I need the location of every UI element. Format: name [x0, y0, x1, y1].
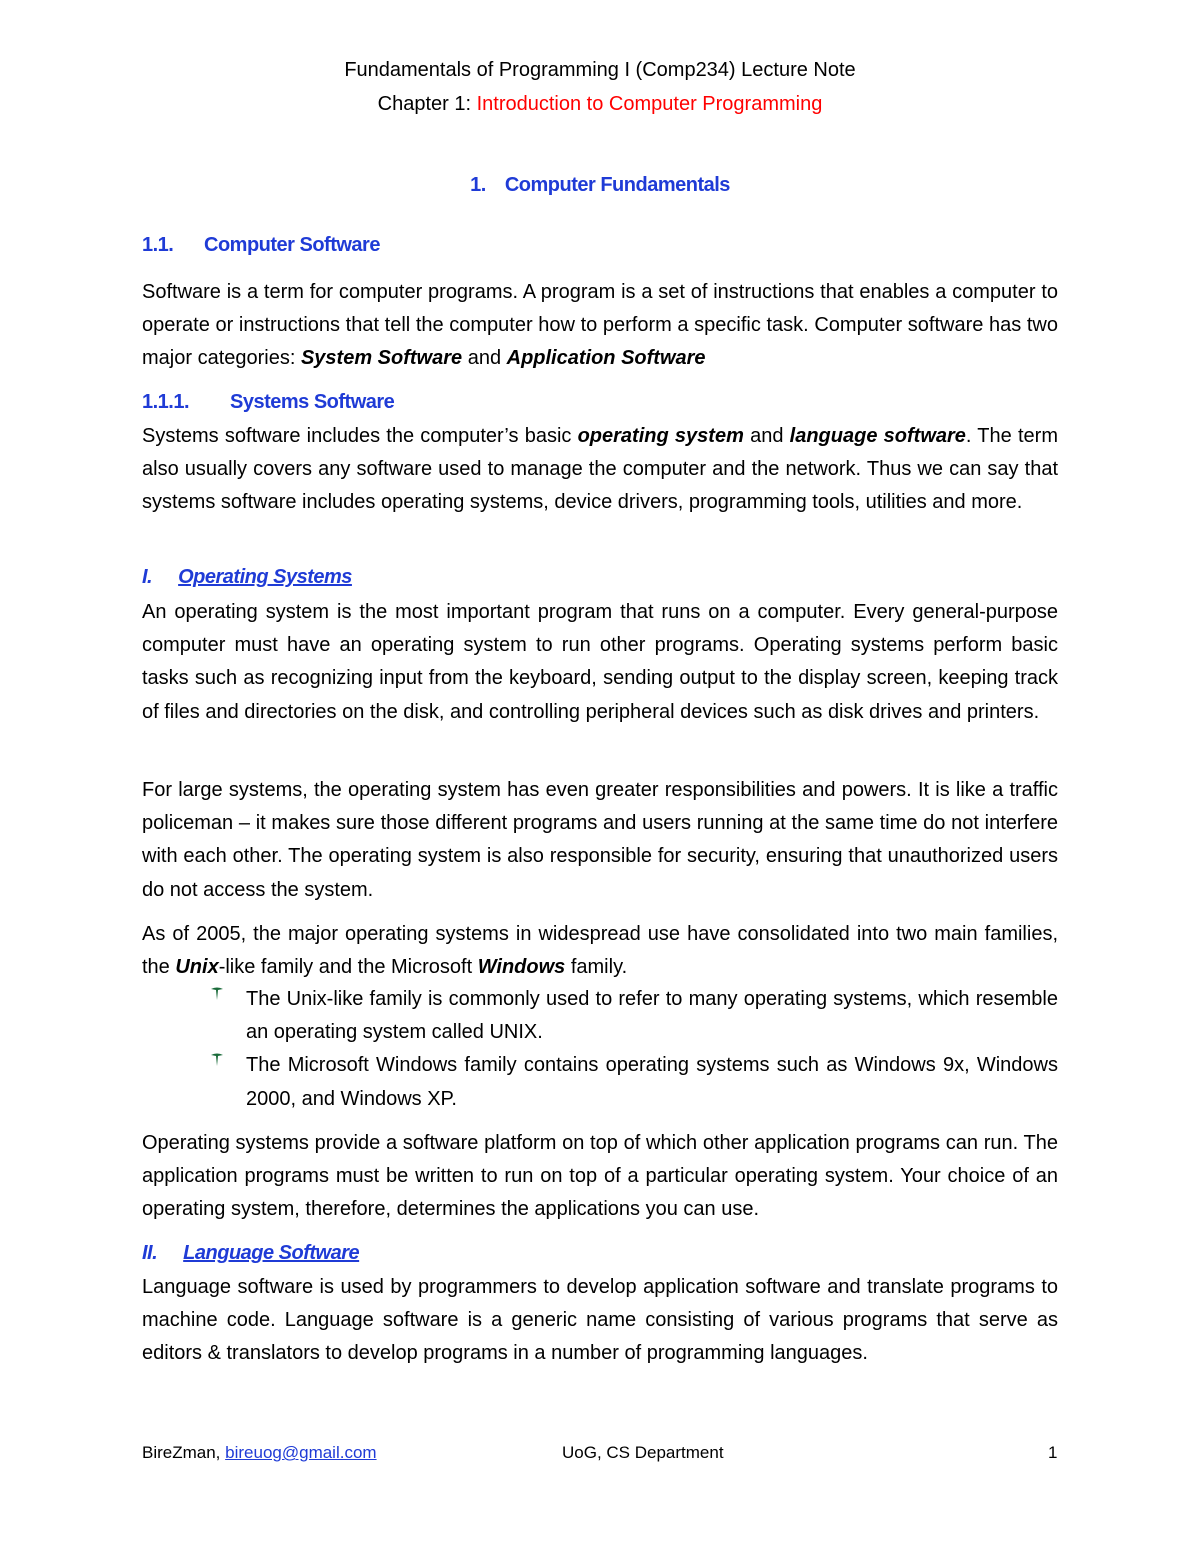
os-paragraph-4: Operating systems provide a software platform on top of which other application programs can run. The application programs must be written to run on top of a particular operating system. Your choice of an operating system, therefore, determines the applications you can use. [142, 1132, 1058, 1221]
emphasis-text: language software [789, 425, 966, 447]
email-link[interactable]: bireuog@gmail.com [225, 1443, 377, 1462]
subheading-language-software [142, 1242, 359, 1265]
page-number: 1 [1048, 1443, 1058, 1462]
list-item-text: The Unix-like family is commonly used to refer to many operating systems, which resemble an operating system called UNIX. [246, 988, 1058, 1044]
section-number: 1.1.1. [142, 391, 190, 413]
chapter-title: Introduction to Computer Programming [476, 93, 823, 115]
subheading-number: I. [142, 566, 153, 588]
emphasis-text: Application Software [506, 347, 706, 370]
section-heading-1-1 [142, 234, 380, 257]
language-software-paragraph: Language software is used by programmers to develop application software and translate programs to machine code. Language software is a generic name consisting of various programs that serve as editors & translators to develop programs in a number of programming languages. [142, 1276, 1058, 1365]
author-name: BireZman, [142, 1443, 226, 1462]
section-title: Computer Software [204, 234, 380, 256]
list-item [210, 983, 1058, 1049]
paragraph-text: and [743, 425, 790, 447]
section-heading-1 [0, 174, 1200, 197]
os-family-list [210, 983, 1058, 1116]
section-heading-1-1-1 [142, 391, 394, 414]
chapter-header [0, 93, 1200, 116]
section-number: 1.1. [142, 234, 174, 256]
paragraph-text: Software is a term for computer programs. A program is a set of instructions that enables a computer to operate or instructions that tell the computer how to perform a specific task. Computer software has two major categories: [142, 281, 1058, 370]
os-paragraph-1: An operating system is the most important program that runs on a computer. Every general-purpose computer must have an operating system to run other programs. Operating systems perform basic tasks such as recognizing input from the keyboard, sending output to the display screen, keeping track of files and directories on the disk, and controlling peripheral devices such as disk drives and printers. [142, 601, 1058, 723]
subheading-number: II. [142, 1242, 158, 1264]
paragraph-text: . The term also usually covers any software used to manage the computer and the network. Thus we can say that systems software includes operating systems, device drivers, programming tools, utilities and more. [142, 425, 1058, 514]
emphasis-text: Windows [477, 956, 566, 979]
os-paragraph-2: For large systems, the operating system has even greater responsibilities and powers. It is like a traffic policeman – it makes sure those different programs and users running at the same time do not interfere with each other. The operating system is also responsible for security, ensuring that unauthorized users do not access the system. [142, 779, 1058, 901]
os-paragraph-3 [142, 918, 1058, 984]
emphasis-text: System Software [300, 347, 463, 370]
software-paragraph [142, 276, 1058, 376]
emphasis-text: Unix [175, 956, 219, 979]
arrow-bullet-icon [210, 986, 224, 1004]
paragraph-text: As of 2005, the major operating systems in widespread use have consolidated into two main families, the [142, 923, 1058, 979]
running-header: Fundamentals of Programming I (Comp234) Lecture Note [344, 59, 856, 81]
paragraph-text: -like family and the Microsoft [218, 956, 478, 979]
paragraph-text: Systems software includes the computer’s basic [142, 425, 578, 447]
footer-author [142, 1443, 377, 1463]
section-title: Systems Software [230, 391, 395, 413]
arrow-bullet-icon [210, 1052, 224, 1070]
subheading-title: Language Software [183, 1242, 360, 1264]
list-item [210, 1049, 1058, 1115]
footer-department: UoG, CS Department [562, 1443, 724, 1462]
section-title: Computer Fundamentals [504, 174, 730, 196]
subheading-operating-systems [142, 566, 352, 589]
list-item-text: The Microsoft Windows family contains operating systems such as Windows 9x, Windows 2000, and Windows XP. [246, 1054, 1058, 1110]
subheading-title: Operating Systems [178, 566, 352, 588]
paragraph-text: family. [565, 956, 628, 979]
paragraph-text: and [462, 347, 507, 370]
systems-software-paragraph [142, 420, 1058, 520]
emphasis-text: operating system [577, 425, 744, 447]
chapter-label: Chapter 1: [377, 93, 472, 115]
section-number: 1. [470, 174, 486, 196]
